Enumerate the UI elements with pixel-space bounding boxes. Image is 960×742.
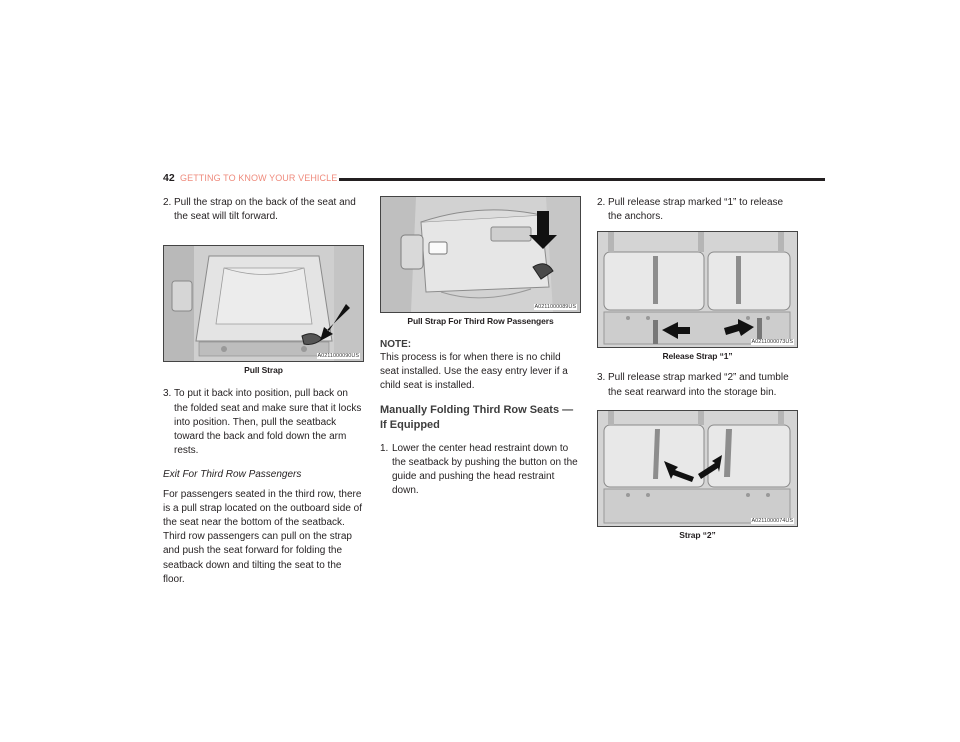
step-number: 3. <box>163 388 172 400</box>
column-left <box>163 196 364 587</box>
subheading-exit: Exit For Third Row Passengers <box>163 469 302 481</box>
figure-id: A0211000090US <box>317 353 359 360</box>
step-text: Lower the center head restraint down to the seatback by pushing the button on the guide and pushing the head restraint down. <box>392 442 578 497</box>
section-heading: Manually Folding Third Row Seats — If Equipped <box>380 403 574 431</box>
step-number: 3. <box>597 372 606 384</box>
figure-id: A0211000074US <box>751 517 793 524</box>
step-3-return-seat <box>163 387 364 458</box>
section-title: GETTING TO KNOW YOUR VEHICLE <box>180 173 338 183</box>
seatback-strap-1-illustration <box>598 232 797 347</box>
figure-strap-2 <box>597 410 798 527</box>
step-3-release-strap-2 <box>597 371 798 399</box>
step-2-release-strap-1 <box>597 196 798 224</box>
step-text: To put it back into position, pull back on the folded seat and make sure that it locks into position. Then, pull the seatback toward the back and fold down the arm rests. <box>174 388 362 457</box>
seat-illustration <box>164 246 363 361</box>
figure-pull-strap <box>163 245 364 362</box>
step-text: Pull release strap marked “1” to release the anchors. <box>608 197 784 223</box>
figure-release-strap-1 <box>597 231 798 348</box>
seatback-strap-2-illustration <box>598 411 797 526</box>
third-row-seat-illustration <box>381 197 580 312</box>
column-right <box>597 196 798 540</box>
exit-paragraph: For passengers seated in the third row, there is a pull strap located on the outboard side of the seat near the bottom of the seatback. Third row passengers can pull on the strap and push the seat forward for folding the seatback down and tilting the seat to the floor. <box>163 488 363 585</box>
column-middle <box>380 196 581 498</box>
step-text: Pull release strap marked “2” and tumble the seat rearward into the storage bin. <box>608 372 789 398</box>
step-1-lower-head-restraint <box>380 442 581 499</box>
figure-pull-strap-third-row <box>380 196 581 313</box>
figure-caption: Release Strap “1” <box>662 351 733 362</box>
figure-id: A0211000073US <box>751 339 793 346</box>
step-text: Pull the strap on the back of the seat and the seat will tilt forward. <box>174 197 356 223</box>
step-2-pull-strap <box>163 196 364 224</box>
page-number: 42 <box>163 172 175 184</box>
page-header <box>163 172 825 188</box>
figure-caption: Strap “2” <box>679 529 716 540</box>
step-number: 1. <box>380 442 389 454</box>
note-label: NOTE: <box>380 339 412 350</box>
note-text: This process is for when there is no child seat installed. Use the easy entry lever if a child seat is installed. <box>380 352 568 392</box>
step-number: 2. <box>597 197 606 208</box>
step-number: 2. <box>163 197 172 208</box>
header-rule <box>339 178 825 181</box>
figure-caption: Pull Strap For Third Row Passengers <box>407 316 554 326</box>
figure-id: A0211000089US <box>534 304 576 310</box>
figure-caption: Pull Strap <box>244 365 283 376</box>
